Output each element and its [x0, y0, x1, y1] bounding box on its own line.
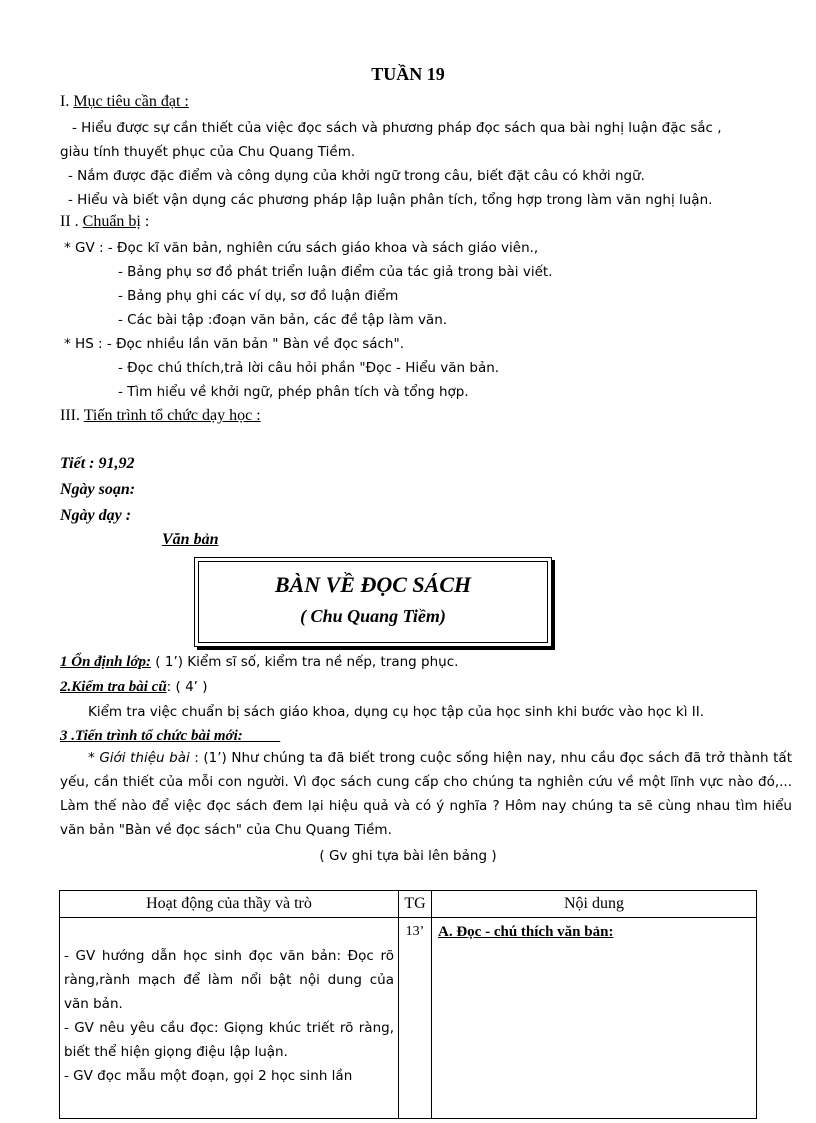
section-2-number: II .: [60, 213, 83, 230]
gv-item: - Đọc kĩ văn bản, nghiên cứu sách giáo khoa và sách giáo viên.,: [107, 240, 539, 256]
step-3: [60, 726, 280, 746]
objective-line: - Nắm được đặc điểm và công dụng của khởi ngữ trong câu, biết đặt câu có khởi ngữ.: [68, 168, 645, 184]
page-title: TUẦN 19: [371, 64, 445, 84]
intro-text: : (1’) Như chúng ta đã biết trong cuộc sống hiện nay, nhu cầu đọc sách đã trở thành tất yếu, cần thiết của mỗi con người. Vì đọc sách cung cấp cho chúng ta nghiên cứu về một lĩnh vực nào đó,... Làm thế nào để việc đọc sách đem lại hiệu quả và có ý nghĩa ? Hôm nay chúng ta sẽ cùng nhau tìm hiểu văn bản "Bàn về đọc sách" của Chu Quang Tiềm.: [60, 750, 792, 838]
step-1-label: 1 Ổn định lớp:: [60, 654, 151, 670]
hs-item: - Đọc chú thích,trả lời câu hỏi phần "Đọc - Hiểu văn bản.: [118, 360, 500, 376]
step-1: [60, 652, 458, 672]
lesson-author: ( Chu Quang Tiềm): [300, 606, 446, 626]
lesson-title: BÀN VỀ ĐỌC SÁCH: [274, 572, 472, 597]
gv-label: * GV :: [64, 240, 108, 256]
gv-item: - Bảng phụ ghi các ví dụ, sơ đồ luận điểm: [118, 288, 399, 304]
lesson-plan-table: [59, 890, 757, 1119]
content-heading: A. Đọc - chú thích văn bản:: [438, 924, 614, 940]
content-cell: [432, 918, 757, 1119]
step-2-detail: Kiểm tra việc chuẩn bị sách giáo khoa, dụng cụ học tập của học sinh khi bước vào học kì II.: [88, 704, 704, 720]
activity-text: - GV hướng dẫn học sinh đọc văn bản: Đọc rõ ràng,rành mạch để làm nổi bật nội dung của văn bản. - GV nêu yêu cầu đọc: Giọng khúc triết rõ ràng, biết thể hiện giọng điệu lập luận. - GV đọc mẫu một đoạn, gọi 2 học sinh lần: [64, 948, 394, 1084]
section-2-title: Chuẩn bị: [82, 213, 141, 230]
time-value: 13’: [405, 924, 425, 939]
table-header-content: Nội dung: [432, 891, 757, 918]
objective-line: - Hiểu được sự cần thiết của việc đọc sách và phương pháp đọc sách qua bài nghị luận đặc sắc ,: [72, 120, 722, 136]
section-2-heading: [60, 212, 149, 232]
prep-date-label: Ngày soạn:: [60, 481, 136, 498]
section-1-number: I.: [60, 93, 74, 110]
gv-item: - Các bài tập :đoạn văn bản, các đề tập làm văn.: [118, 312, 448, 328]
table-row: [60, 918, 757, 1119]
teach-date-label: Ngày dạy :: [60, 507, 132, 524]
objective-line: giàu tính thuyết phục của Chu Quang Tiềm.: [60, 144, 356, 160]
intro-label: * Giới thiệu bài: [88, 750, 190, 766]
hs-item: - Tìm hiểu về khởi ngữ, phép phân tích và tổng hợp.: [118, 384, 469, 400]
gv-item: - Bảng phụ sơ đồ phát triển luận điểm của tác giả trong bài viết.: [118, 264, 553, 280]
step-3-underline-tail: [243, 728, 281, 744]
table-header-row: [60, 891, 757, 918]
table-header-time: TG: [399, 891, 432, 918]
intro-paragraph: [60, 746, 792, 842]
section-2-tail: :: [140, 213, 150, 230]
time-cell: [399, 918, 432, 1119]
lesson-title-frame: [198, 561, 548, 643]
step-2-label: 2.Kiểm tra bài cũ: [60, 679, 167, 695]
lesson-period: Tiết : 91,92: [60, 455, 135, 472]
activity-cell: [60, 918, 399, 1119]
section-1-heading: [60, 92, 189, 112]
section-1-title: Mục tiêu cần đạt :: [73, 93, 189, 110]
text-type-label: Văn bản: [162, 531, 219, 548]
step-2: [60, 677, 208, 697]
hs-prep-line: [64, 334, 404, 354]
step-3-label: 3 .Tiến trình tổ chức bài mới:: [60, 728, 243, 744]
step-2-text: : ( 4’ ): [166, 679, 208, 695]
section-3-title: Tiến trình tổ chức dạy học :: [83, 407, 261, 424]
step-1-text: ( 1’) Kiểm sĩ số, kiểm tra nề nếp, trang phục.: [151, 654, 459, 670]
objective-line: - Hiểu và biết vận dụng các phương pháp lập luận phân tích, tổng hợp trong làm văn nghị luận.: [68, 192, 713, 208]
table-header-activity: Hoạt động của thầy và trò: [60, 891, 399, 918]
hs-item: - Đọc nhiều lần văn bản " Bàn về đọc sách".: [106, 336, 404, 352]
lesson-title-box: [194, 557, 552, 647]
hs-label: * HS :: [64, 336, 107, 352]
section-3-heading: [60, 406, 261, 426]
section-3-number: III.: [60, 407, 84, 424]
gv-prep-line: [64, 238, 538, 258]
board-note: ( Gv ghi tựa bài lên bảng ): [319, 848, 497, 864]
